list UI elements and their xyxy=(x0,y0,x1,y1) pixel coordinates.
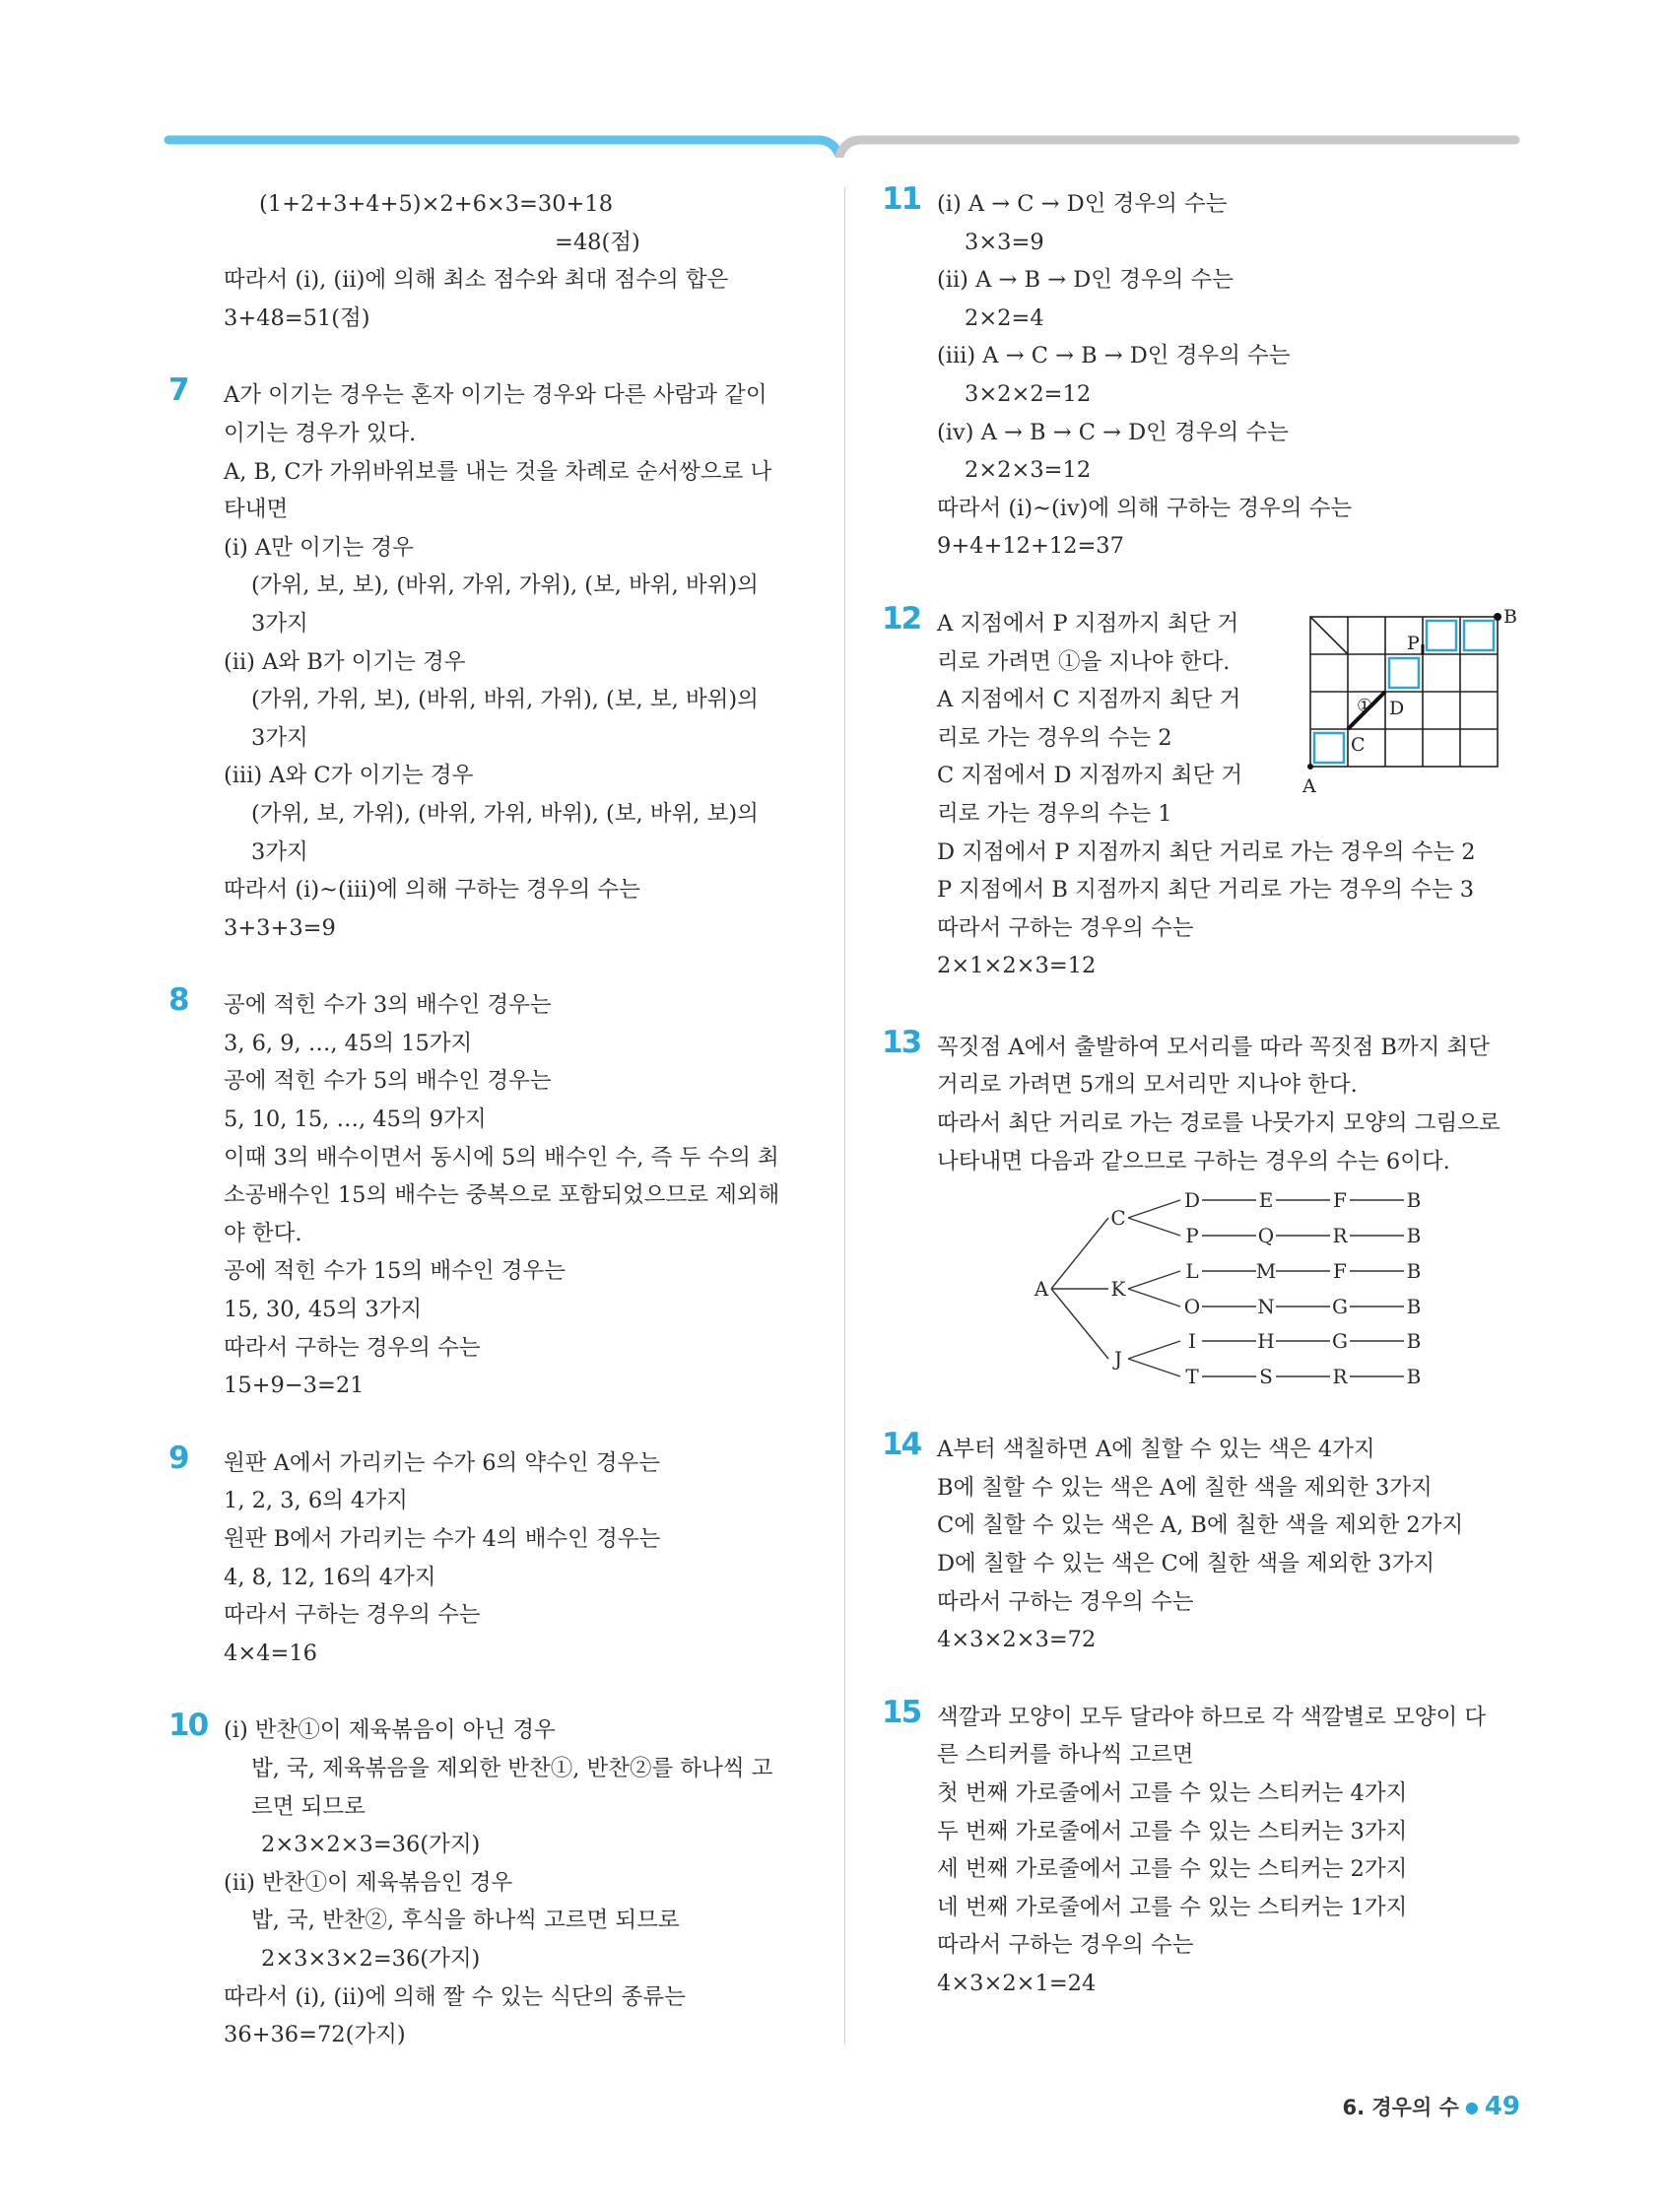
text-line: (ⅱ) A → B → D인 경우의 수는 xyxy=(937,267,1234,294)
text-line: 이때 3의 배수이면서 동시에 5의 배수인 수, 즉 두 수의 최 xyxy=(224,1144,779,1171)
problem-number: 15 xyxy=(882,1694,921,1730)
text-line: 공에 적힌 수가 15의 배수인 경우는 xyxy=(224,1258,566,1285)
label-B: B xyxy=(1503,605,1517,628)
label-mark-1: ① xyxy=(1357,695,1373,716)
tree-node: O xyxy=(1183,1295,1201,1319)
tree-node: F xyxy=(1333,1188,1347,1213)
text-line: 따라서 (ⅰ), (ⅱ)에 의해 짤 수 있는 식단의 종류는 xyxy=(224,1983,686,2010)
text-line: 3+48=51(점) xyxy=(224,304,370,331)
text-line: 2×2=4 xyxy=(965,304,1044,331)
problem-9 xyxy=(168,1440,819,1673)
text-line: 따라서 (ⅰ)~(ⅲ)에 의해 구하는 경우의 수는 xyxy=(224,877,640,904)
text-line: (ⅰ) A → C → D인 경우의 수는 xyxy=(937,191,1228,217)
page-number: 49 xyxy=(1484,2092,1520,2121)
column-divider xyxy=(844,187,845,2044)
text-line: A, B, C가 가위바위보를 내는 것을 차례로 순서쌍으로 나 xyxy=(224,458,772,485)
tree-node: K xyxy=(1110,1277,1126,1302)
tree-node: B xyxy=(1406,1224,1422,1248)
text-line: 따라서 (ⅰ)~(ⅳ)에 의해 구하는 경우의 수는 xyxy=(937,495,1353,521)
problem-15 xyxy=(882,1694,1532,2003)
text-line: 3가지 xyxy=(251,724,308,751)
text-line: D에 칠할 수 있는 색은 C에 칠한 색을 제외한 3가지 xyxy=(937,1551,1435,1577)
text-line: A 지점에서 P 지점까지 최단 거 xyxy=(937,610,1239,637)
text-line: 3×2×2=12 xyxy=(965,380,1092,407)
tree-diagram xyxy=(882,1180,1532,1391)
problem-13 xyxy=(882,1024,1532,1391)
tree-node: E xyxy=(1258,1188,1274,1213)
text-line: 색깔과 모양이 모두 달라야 하므로 각 색깔별로 모양이 다 xyxy=(937,1704,1487,1730)
tree-edge xyxy=(1128,1271,1180,1289)
text-line: 원판 A에서 가리키는 수가 6의 약수인 경우는 xyxy=(224,1449,660,1476)
tree-node: B xyxy=(1406,1365,1422,1389)
text-line: 4×3×2×1=24 xyxy=(937,1970,1097,1996)
text-line: 15, 30, 45의 3가지 xyxy=(224,1297,423,1323)
problem-number: 7 xyxy=(168,372,188,409)
text-line: (ⅳ) A → B → C → D인 경우의 수는 xyxy=(937,419,1289,445)
problem-number: 9 xyxy=(168,1440,188,1476)
text-line: 첫 번째 가로줄에서 고를 수 있는 스티커는 4가지 xyxy=(937,1780,1408,1806)
text-line: 3가지 xyxy=(251,610,308,637)
text-line: C에 칠할 수 있는 색은 A, B에 칠한 색을 제외한 2가지 xyxy=(937,1512,1464,1539)
text-line: =48(점) xyxy=(555,229,640,255)
tree-node: T xyxy=(1185,1365,1199,1389)
text-line: A 지점에서 C 지점까지 최단 거 xyxy=(937,687,1241,713)
left-column xyxy=(168,185,819,2094)
tree-node: R xyxy=(1332,1365,1348,1389)
text-line: 3가지 xyxy=(251,838,308,865)
text-line: 4×3×2×3=72 xyxy=(937,1627,1097,1653)
page-footer xyxy=(1342,2092,1520,2121)
text-line: 두 번째 가로줄에서 고를 수 있는 스티커는 3가지 xyxy=(937,1818,1408,1844)
text-line: (1+2+3+4+5)×2+6×3=30+18 xyxy=(259,191,614,217)
text-line: 따라서 구하는 경우의 수는 xyxy=(937,1932,1194,1959)
text-line: 따라서 (ⅰ), (ⅱ)에 의해 최소 점수와 최대 점수의 합은 xyxy=(224,267,729,294)
problem-number: 14 xyxy=(882,1427,921,1463)
text-line: 따라서 최단 거리로 가는 경로를 나뭇가지 모양의 그림으로 xyxy=(937,1110,1501,1137)
text-line: 공에 적힌 수가 3의 배수인 경우는 xyxy=(224,992,552,1019)
problem-14 xyxy=(882,1427,1532,1659)
tree-node: G xyxy=(1332,1295,1348,1319)
text-line: 리로 가려면 ①을 지나야 한다. xyxy=(937,648,1231,675)
problem-6-continued xyxy=(168,185,819,337)
tree-node: D xyxy=(1183,1188,1201,1213)
text-line: (ⅲ) A → C → B → D인 경우의 수는 xyxy=(937,343,1291,369)
text-line: 야 한다. xyxy=(224,1220,302,1246)
chapter-title: 6. 경우의 수 xyxy=(1342,2096,1459,2119)
text-line: (ⅰ) 반찬①이 제육볶음이 아닌 경우 xyxy=(224,1717,556,1744)
tree-node: L xyxy=(1185,1259,1199,1284)
label-C: C xyxy=(1351,733,1366,756)
text-line: 1, 2, 3, 6의 4가지 xyxy=(224,1488,408,1514)
label-D: D xyxy=(1389,697,1405,719)
text-line: 공에 적힌 수가 5의 배수인 경우는 xyxy=(224,1068,552,1095)
text-line: 따라서 구하는 경우의 수는 xyxy=(224,1334,481,1361)
text-line: B에 칠할 수 있는 색은 A에 칠한 색을 제외한 3가지 xyxy=(937,1474,1433,1501)
text-line: (ⅰ) A만 이기는 경우 xyxy=(224,534,414,561)
text-line: (가위, 보, 보), (바위, 가위, 가위), (보, 바위, 바위)의 xyxy=(251,572,759,599)
text-line: 밥, 국, 반찬②, 후식을 하나씩 고르면 되므로 xyxy=(251,1908,680,1934)
text-line: (ⅱ) A와 B가 이기는 경우 xyxy=(224,648,466,675)
text-line: 2×2×3=12 xyxy=(965,457,1092,484)
text-line: 3×3=9 xyxy=(965,229,1044,255)
problem-number: 10 xyxy=(168,1708,208,1744)
problem-11 xyxy=(882,181,1532,566)
tree-edge xyxy=(1128,1218,1180,1236)
problem-7 xyxy=(168,372,819,947)
tree-node: B xyxy=(1406,1329,1422,1354)
text-line: A가 이기는 경우는 혼자 이기는 경우와 다른 사람과 같이 xyxy=(224,382,767,409)
text-line: A부터 색칠하면 A에 칠할 수 있는 색은 4가지 xyxy=(937,1437,1375,1463)
tree-node: P xyxy=(1185,1224,1199,1248)
tree-node: G xyxy=(1332,1329,1348,1354)
text-line: 꼭짓점 A에서 출발하여 모서리를 따라 꼭짓점 B까지 최단 xyxy=(937,1034,1491,1060)
tree-edge xyxy=(1051,1218,1108,1289)
text-line: 2×1×2×3=12 xyxy=(937,953,1097,979)
problem-12 xyxy=(882,600,1532,985)
text-line: 이기는 경우가 있다. xyxy=(224,420,417,446)
header-bar xyxy=(0,0,1668,158)
text-line: 36+36=72(가지) xyxy=(224,2022,406,2048)
text-line: P 지점에서 B 지점까지 최단 거리로 가는 경우의 수는 3 xyxy=(937,877,1475,904)
tree-node: I xyxy=(1188,1329,1196,1354)
label-A: A xyxy=(1302,774,1316,797)
text-line: 네 번째 가로줄에서 고를 수 있는 스티커는 1가지 xyxy=(937,1894,1408,1920)
right-column xyxy=(882,181,1532,2043)
text-line: 타내면 xyxy=(224,497,289,523)
text-line: (가위, 보, 가위), (바위, 가위, 바위), (보, 바위, 보)의 xyxy=(251,800,759,827)
tree-node: M xyxy=(1255,1259,1277,1284)
tree-node: R xyxy=(1332,1224,1348,1248)
bullet-icon: ● xyxy=(1464,2098,1479,2116)
problem-10 xyxy=(168,1708,819,2053)
text-line: 소공배수인 15의 배수는 중복으로 포함되었으므로 제외해 xyxy=(224,1182,780,1209)
tree-node-root: A xyxy=(1034,1277,1049,1302)
text-line: 3+3+3=9 xyxy=(224,914,336,941)
tree-edge xyxy=(1128,1289,1180,1307)
text-line: 따라서 구하는 경우의 수는 xyxy=(224,1602,481,1629)
tree-node: N xyxy=(1257,1295,1275,1319)
text-line: 2×3×2×3=36(가지) xyxy=(261,1832,481,1858)
text-line: (ⅲ) A와 C가 이기는 경우 xyxy=(224,763,474,789)
text-line: 세 번째 가로줄에서 고를 수 있는 스티커는 2가지 xyxy=(937,1856,1408,1883)
text-line: 따라서 구하는 경우의 수는 xyxy=(937,1588,1194,1615)
text-line: 밥, 국, 제육볶음을 제외한 반찬①, 반찬②를 하나씩 고 xyxy=(251,1755,773,1781)
tree-node: Q xyxy=(1257,1224,1275,1248)
tree-node: J xyxy=(1113,1347,1123,1372)
grid-figure xyxy=(1301,605,1527,802)
problem-number: 8 xyxy=(168,982,188,1019)
text-line: 2×3×3×2=36(가지) xyxy=(261,1945,481,1972)
problem-8 xyxy=(168,982,819,1405)
text-line: (가위, 가위, 보), (바위, 바위, 가위), (보, 보, 바위)의 xyxy=(251,687,759,713)
text-line: 나타내면 다음과 같으므로 구하는 경우의 수는 6이다. xyxy=(937,1148,1450,1174)
text-line: 4×4=16 xyxy=(224,1640,317,1666)
text-line: 따라서 구하는 경우의 수는 xyxy=(937,914,1194,941)
text-line: 리로 가는 경우의 수는 1 xyxy=(937,800,1172,827)
text-line: 5, 10, 15, …, 45의 9가지 xyxy=(224,1106,487,1133)
tree-edge xyxy=(1128,1359,1180,1376)
label-P: P xyxy=(1407,632,1420,654)
tree-node: F xyxy=(1333,1259,1347,1284)
tree-node: B xyxy=(1406,1295,1422,1319)
text-line: (ⅱ) 반찬①이 제육볶음인 경우 xyxy=(224,1869,513,1896)
text-line: 리로 가는 경우의 수는 2 xyxy=(937,724,1172,751)
tree-edge xyxy=(1128,1341,1180,1359)
tree-node: C xyxy=(1110,1206,1126,1231)
tree-node: B xyxy=(1406,1188,1422,1213)
text-line: 3, 6, 9, …, 45의 15가지 xyxy=(224,1030,473,1056)
text-line: 거리로 가려면 5개의 모서리만 지나야 한다. xyxy=(937,1072,1358,1099)
text-line: 15+9−3=21 xyxy=(224,1373,365,1399)
problem-number: 11 xyxy=(882,181,921,217)
text-line: 9+4+12+12=37 xyxy=(937,533,1124,560)
text-line: 4, 8, 12, 16의 4가지 xyxy=(224,1564,436,1590)
tree-edge xyxy=(1051,1289,1108,1359)
problem-number: 12 xyxy=(882,600,921,637)
text-line: 르면 되므로 xyxy=(251,1793,366,1820)
problem-number: 13 xyxy=(882,1024,921,1060)
text-line: 원판 B에서 가리키는 수가 4의 배수인 경우는 xyxy=(224,1526,661,1552)
tree-node: B xyxy=(1406,1259,1422,1284)
tree-lines xyxy=(882,1180,1532,1391)
tree-node: H xyxy=(1257,1329,1275,1354)
tree-edge xyxy=(1128,1200,1180,1218)
text-line: 른 스티커를 하나씩 고르면 xyxy=(937,1742,1194,1769)
text-line: C 지점에서 D 지점까지 최단 거 xyxy=(937,763,1243,789)
text-line: D 지점에서 P 지점까지 최단 거리로 가는 경우의 수는 2 xyxy=(937,838,1476,865)
tree-node: S xyxy=(1259,1365,1273,1389)
